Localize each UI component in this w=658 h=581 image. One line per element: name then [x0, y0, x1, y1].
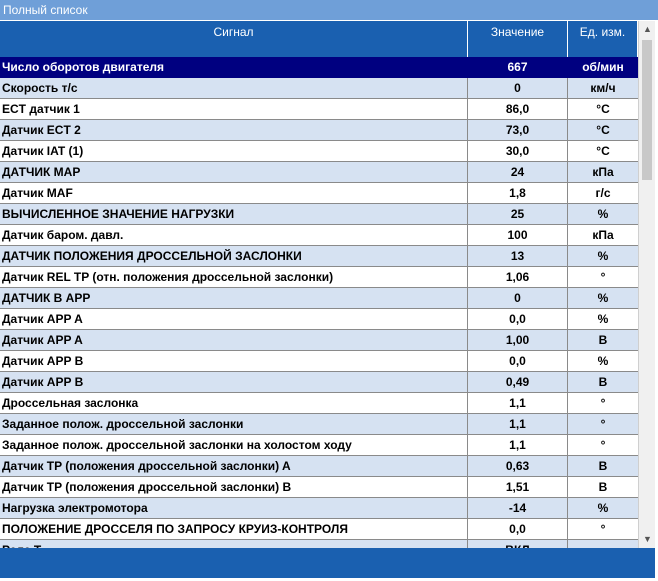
unit-cell: ° [600, 417, 606, 431]
signal-name-cell: Нагрузка электромотора [0, 498, 468, 518]
table-row[interactable] [0, 204, 638, 225]
table-row[interactable] [0, 162, 638, 183]
table-row[interactable] [0, 393, 638, 414]
signal-value-cell: 1,51 [468, 477, 568, 497]
signal-name-cell: Датчик TP (положения дроссельной заслонки) A [0, 456, 468, 476]
table-row[interactable] [0, 456, 638, 477]
signal-name-cell: Скорость т/с [0, 78, 468, 98]
column-header-unit[interactable]: Ед. изм. [568, 21, 638, 57]
signal-name-cell: Датчик APP A [0, 330, 468, 350]
unit-cell: ° [600, 438, 606, 452]
signal-name-cell: Датчик IAT (1) [0, 141, 468, 161]
signal-value-cell: 0,0 [468, 519, 568, 539]
signal-name-cell: ПОЛОЖЕНИЕ ДРОССЕЛЯ ПО ЗАПРОСУ КРУИЗ-КОНТРОЛЯ [0, 519, 468, 539]
signal-value-cell: 86,0 [468, 99, 568, 119]
signal-name-cell: Датчик APP A [0, 309, 468, 329]
unit-cell: об/мин [582, 60, 624, 74]
signal-name-cell: ДАТЧИК ПОЛОЖЕНИЯ ДРОССЕЛЬНОЙ ЗАСЛОНКИ [0, 246, 468, 266]
signal-value-cell: 73,0 [468, 120, 568, 140]
unit-cell: В [598, 333, 608, 347]
unit-cell: % [597, 249, 609, 263]
scroll-up-arrow-icon[interactable]: ▲ [643, 24, 652, 34]
signal-value-cell: -14 [468, 498, 568, 518]
signal-name-cell: Датчик MAF [0, 183, 468, 203]
unit-cell: кПа [592, 165, 614, 179]
unit-cell: % [597, 291, 609, 305]
table-row[interactable] [0, 477, 638, 498]
unit-cell: % [597, 501, 609, 515]
scrollbar-thumb[interactable] [642, 40, 652, 180]
table-row[interactable] [0, 519, 638, 540]
signal-value-cell: 0,0 [468, 309, 568, 329]
signal-name-cell: Датчик APP B [0, 351, 468, 371]
signal-name-cell: ДАТЧИК MAP [0, 162, 468, 182]
unit-cell: В [598, 480, 608, 494]
unit-cell: кПа [592, 228, 614, 242]
unit-cell: В [598, 459, 608, 473]
unit-cell: ° [600, 270, 606, 284]
table-row[interactable] [0, 435, 638, 456]
unit-cell: км/ч [590, 81, 616, 95]
table-row[interactable] [0, 267, 638, 288]
signal-value-cell: 667 [468, 57, 568, 77]
signal-name-cell: Датчик TP (положения дроссельной заслонки) B [0, 477, 468, 497]
signal-name-cell: Датчик APP B [0, 372, 468, 392]
footer-bar [0, 548, 655, 578]
table-row[interactable] [0, 498, 638, 519]
signal-name-cell: Датчик ECT 2 [0, 120, 468, 140]
signal-name-cell: Заданное полож. дроссельной заслонки [0, 414, 468, 434]
table-row[interactable] [0, 99, 638, 120]
signal-value-cell: 0,63 [468, 456, 568, 476]
table-header [0, 21, 638, 57]
signal-value-cell: 0,0 [468, 351, 568, 371]
table-row[interactable] [0, 351, 638, 372]
table-row[interactable] [0, 414, 638, 435]
unit-cell: % [597, 354, 609, 368]
table-row[interactable] [0, 57, 638, 78]
unit-cell: ° [600, 522, 606, 536]
unit-cell: % [597, 207, 609, 221]
signal-name-cell: ECT датчик 1 [0, 99, 468, 119]
column-header-signal[interactable]: Сигнал [0, 21, 468, 57]
unit-cell: °C [596, 144, 610, 158]
signal-name-cell: Датчик REL TP (отн. положения дроссельной заслонки) [0, 267, 468, 287]
signal-name-cell: Дроссельная заслонка [0, 393, 468, 413]
unit-cell: °C [596, 123, 610, 137]
table-row[interactable] [0, 288, 638, 309]
signal-value-cell: 1,00 [468, 330, 568, 350]
signal-value-cell: 1,1 [468, 414, 568, 434]
table-row[interactable] [0, 372, 638, 393]
signal-value-cell: 100 [468, 225, 568, 245]
table-row[interactable] [0, 183, 638, 204]
signal-value-cell: 1,1 [468, 435, 568, 455]
signal-name-cell: Число оборотов двигателя [0, 57, 468, 77]
signal-value-cell: 0 [468, 78, 568, 98]
unit-cell: г/с [595, 186, 611, 200]
table-row[interactable] [0, 141, 638, 162]
signal-value-cell: 1,8 [468, 183, 568, 203]
column-header-value[interactable]: Значение [468, 21, 568, 57]
table-row[interactable] [0, 120, 638, 141]
signal-value-cell: 1,06 [468, 267, 568, 287]
signal-value-cell: 25 [468, 204, 568, 224]
unit-cell: % [597, 312, 609, 326]
signal-value-cell: 13 [468, 246, 568, 266]
signal-name-cell: Заданное полож. дроссельной заслонки на холостом ходу [0, 435, 468, 455]
table-row[interactable] [0, 330, 638, 351]
scroll-down-arrow-icon[interactable]: ▼ [643, 534, 652, 544]
unit-cell: ° [600, 396, 606, 410]
signal-name-cell: ВЫЧИСЛЕННОЕ ЗНАЧЕНИЕ НАГРУЗКИ [0, 204, 468, 224]
table-row[interactable] [0, 309, 638, 330]
signal-value-cell: 30,0 [468, 141, 568, 161]
table-row[interactable] [0, 246, 638, 267]
signal-name-cell: Датчик баром. давл. [0, 225, 468, 245]
signal-value-cell: 1,1 [468, 393, 568, 413]
unit-cell: °C [596, 102, 610, 116]
signal-value-cell: 0,49 [468, 372, 568, 392]
signal-value-cell: 0 [468, 288, 568, 308]
table-row[interactable] [0, 225, 638, 246]
signal-value-cell: 24 [468, 162, 568, 182]
signal-name-cell: ДАТЧИК В APP [0, 288, 468, 308]
unit-cell: В [598, 375, 608, 389]
signal-table-body [0, 57, 638, 545]
window-title: Полный список [0, 0, 658, 20]
vertical-scrollbar[interactable] [638, 21, 655, 548]
table-row[interactable] [0, 78, 638, 99]
